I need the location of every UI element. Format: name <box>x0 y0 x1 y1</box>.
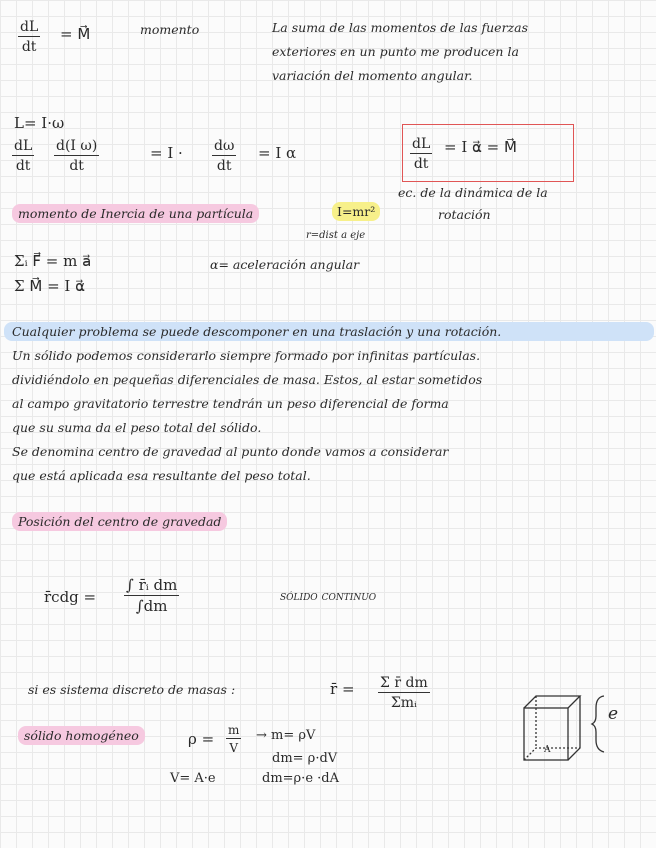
fraction-denominator: Σmᵢ <box>390 695 417 711</box>
note-line-3: variación del momento angular. <box>272 68 473 83</box>
note-line-2: exteriores en un punto me producen la <box>272 44 519 59</box>
inertia-formula-wrap <box>332 206 380 219</box>
fraction-numerator: dω <box>214 138 235 154</box>
paragraph-line-1: Cualquier problema se puede descomponer en una traslación y una rotación. <box>12 324 502 339</box>
fraction-numerator: d(I ω) <box>56 138 98 154</box>
equals-M-expression: = M⃗ <box>60 25 91 43</box>
equals-I-dot: = I · <box>150 144 183 162</box>
fraction-denominator: dt <box>69 158 84 174</box>
radius-note: r=dist a eje <box>306 230 366 241</box>
rcdg-fraction <box>124 578 179 614</box>
fraction-denominator: dt <box>15 158 31 174</box>
inertia-title: momento de Inercia de una partícula <box>12 204 259 223</box>
fraction-denominator: dt <box>216 158 232 174</box>
discrete-r-fraction <box>378 676 430 710</box>
fraction-numerator: ∫ r̄ᵢ dm <box>126 576 178 594</box>
rho-lhs: ρ = <box>188 730 215 748</box>
fraction-denominator: dt <box>413 156 429 172</box>
equation-caption-line-1: ec. de la dinámica de la <box>398 185 548 200</box>
fraction-numerator: dL <box>412 136 431 152</box>
cube-thickness-label: e <box>608 704 619 724</box>
equals-I-alpha: = I α <box>258 144 297 162</box>
fraction-denominator: ∫dm <box>135 597 168 615</box>
fraction-denominator: dt <box>21 39 37 55</box>
paragraph-line-5: que su suma da el peso total del sólido. <box>12 420 262 435</box>
alpha-definition: α= aceleración angular <box>210 257 360 272</box>
rho-fraction <box>226 724 241 754</box>
continuous-solid-label: sólido continuo <box>280 588 377 603</box>
discrete-r-lhs: r̄ = <box>330 680 355 698</box>
inertia-heading <box>12 208 259 221</box>
paragraph-line-3: dividiéndolo en pequeñas diferenciales de masa. Estos, al estar sometidos <box>12 372 483 387</box>
paragraph-line-2: Un sólido podemos considerarlo siempre formado por infinitas partículas. <box>12 348 481 363</box>
fraction-numerator: dL <box>14 138 33 154</box>
discrete-system-text: si es sistema discreto de masas : <box>28 682 236 697</box>
homogeneous-title: sólido homogéneo <box>18 726 145 745</box>
dIw-dt-fraction <box>54 139 99 173</box>
cube-area-label: A <box>544 745 551 755</box>
rcdg-lhs: r̄cdg = <box>44 588 97 606</box>
L-definition: L= I·ω <box>14 114 65 132</box>
rotational-second-law: Σ M⃗ = I α⃗ <box>14 277 86 295</box>
boxed-equation-rhs: = I α⃗ = M⃗ <box>444 138 517 156</box>
fraction-denominator: V <box>229 741 239 755</box>
gravity-center-heading <box>12 516 227 529</box>
newton-second-law: Σᵢ F⃗ = m a⃗ <box>14 252 92 270</box>
paragraph-line-7: que está aplicada esa resultante del peso total. <box>12 468 311 483</box>
equation-caption-line-2: rotación <box>438 207 491 222</box>
volume-equation: V= A·e <box>170 771 216 786</box>
dm-equation: dm= ρ·dV <box>272 751 338 766</box>
paragraph-line-4: al campo gravitatorio terrestre tendrán un peso diferencial de forma <box>12 396 449 411</box>
boxed-dL-dt-fraction <box>410 137 432 171</box>
fraction-numerator: dL <box>20 19 39 35</box>
fraction-numerator: Σ r̄ dm <box>380 675 428 691</box>
dw-dt-fraction <box>212 139 236 173</box>
fraction-numerator: m <box>228 723 240 737</box>
momento-label: momento <box>140 22 200 37</box>
prism-sketch <box>516 688 626 768</box>
note-line-1: La suma de las momentos de las fuerzas <box>272 20 529 35</box>
inertia-formula: I=mr² <box>332 202 380 221</box>
mass-equation: → m= ρV <box>256 728 316 743</box>
homogeneous-heading <box>18 730 145 743</box>
paragraph-line-6: Se denomina centro de gravedad al punto donde vamos a considerar <box>12 444 449 459</box>
dL-dt-fraction <box>18 20 40 54</box>
gravity-center-title: Posición del centro de gravedad <box>12 512 227 531</box>
dL-dt-fraction-2 <box>12 139 34 173</box>
dm-area-equation: dm=ρ·e ·dA <box>262 771 339 786</box>
